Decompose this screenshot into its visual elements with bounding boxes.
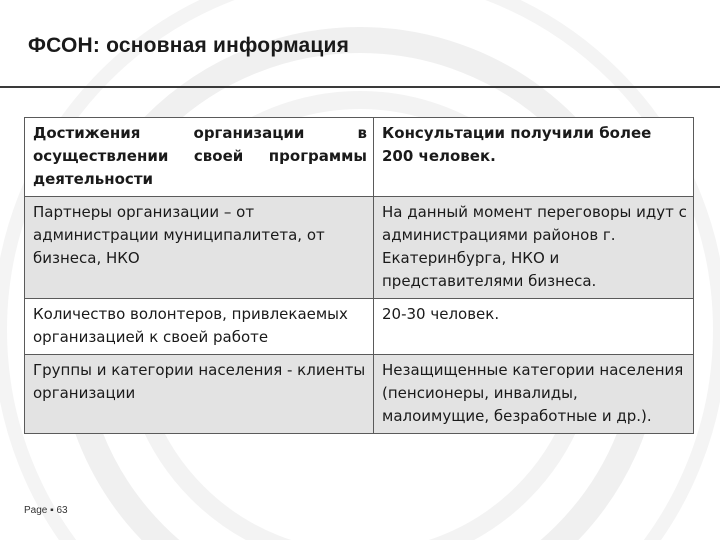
table-row: [25, 299, 694, 355]
table-row: [25, 355, 694, 434]
row-label: Партнеры организации – от администрации муниципалитета, от бизнеса, НКО: [25, 197, 374, 299]
slide-title: ФСОН: основная информация: [28, 34, 350, 57]
row-value: 20-30 человек.: [374, 299, 694, 355]
row-value: Незащищенные категории населения (пенсионеры, инвалиды, малоимущие, безработные и др.).: [374, 355, 694, 434]
table-row: [25, 197, 694, 299]
info-table: [24, 117, 694, 434]
row-value: На данный момент переговоры идут с администрациями районов г. Екатеринбурга, НКО и представителями бизнеса.: [374, 197, 694, 299]
row-label: Группы и категории населения - клиенты организации: [25, 355, 374, 434]
table-row: [25, 118, 694, 197]
title-divider: [0, 86, 720, 88]
row-label: Количество волонтеров, привлекаемых организацией к своей работе: [25, 299, 374, 355]
page-number: Page ▪ 63: [24, 505, 68, 516]
row-label: Достижения организации в осуществлении своей программы деятельности: [25, 118, 374, 197]
row-value: Консультации получили более 200 человек.: [374, 118, 694, 197]
